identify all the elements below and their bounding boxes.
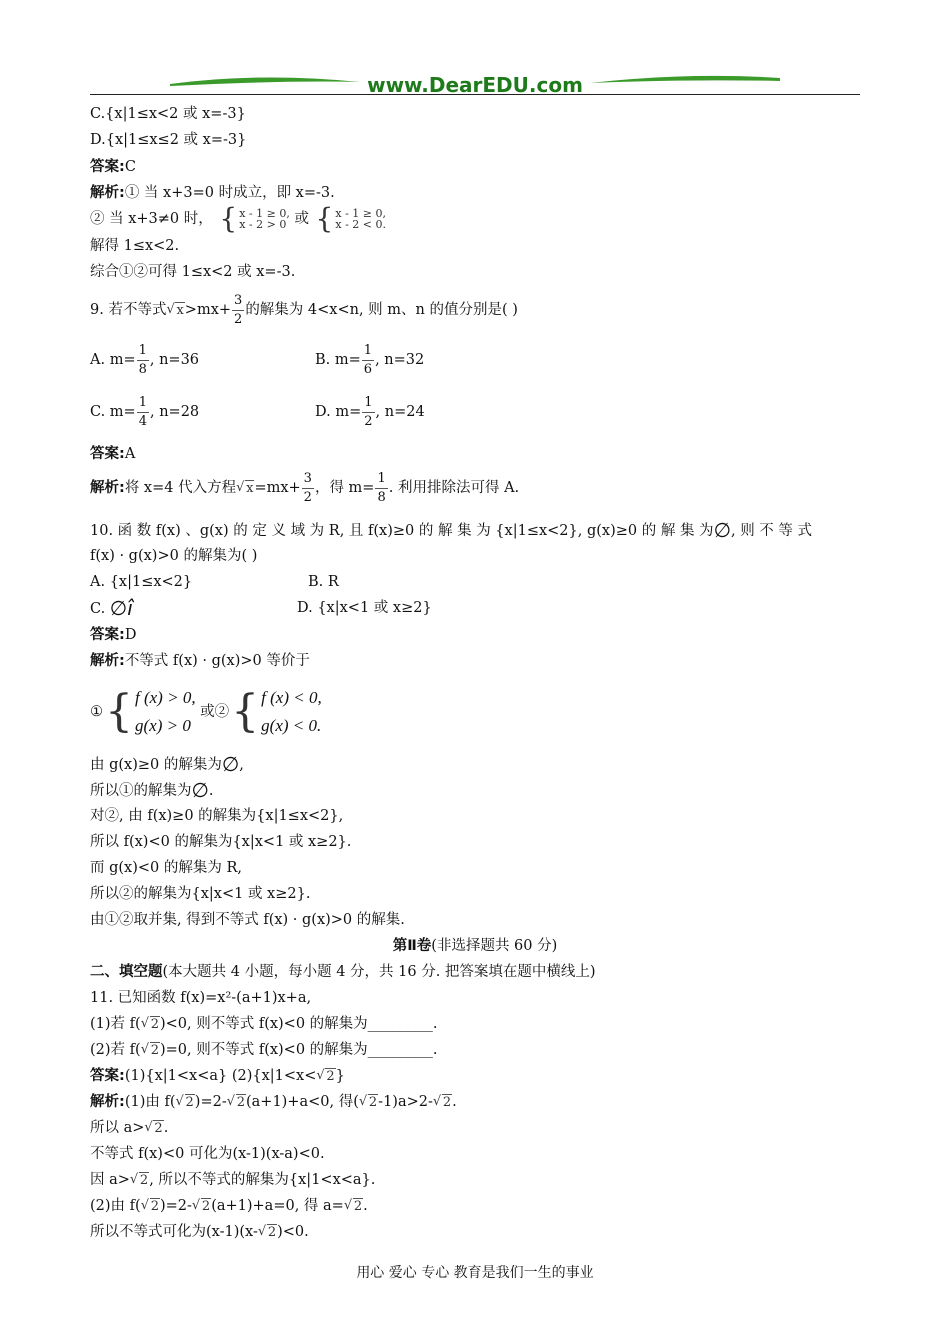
q9-stem bbox=[90, 290, 518, 331]
explanation-text: -1)a>2- bbox=[378, 1094, 433, 1110]
explanation-text: )=2- bbox=[159, 1198, 192, 1214]
denominator: 2 bbox=[234, 311, 243, 327]
q11-part-1 bbox=[90, 1014, 438, 1035]
explanation-text: , 所以不等式的解集为{x|1<x<a}. bbox=[149, 1172, 376, 1188]
option-text: , n=24 bbox=[375, 404, 425, 420]
denominator: 4 bbox=[138, 413, 147, 429]
stem-text: (1)若 f( bbox=[90, 1016, 141, 1032]
denominator: 2 bbox=[364, 413, 373, 429]
option-text: C. m= bbox=[90, 404, 136, 420]
stem-text: >mx+ bbox=[184, 302, 232, 318]
sqrt-expression bbox=[192, 1197, 211, 1217]
explanation-text: =mx+ bbox=[254, 480, 301, 496]
answer-value: C bbox=[124, 159, 136, 175]
denominator: 6 bbox=[363, 361, 373, 377]
explanation-text: . bbox=[363, 1198, 368, 1214]
q10-explanation-6: 而 g(x)<0 的解集为 R, bbox=[90, 860, 243, 876]
q11-explanation-4 bbox=[90, 1170, 375, 1191]
sqrt-expression bbox=[130, 1171, 149, 1191]
explanation-text: ① 当 x+3=0 时成立，即 x=-3. bbox=[124, 185, 335, 201]
q10-option-b: B. R bbox=[308, 574, 339, 590]
q8-option-c: C.{x|1≤x<2 或 x=-3} bbox=[90, 106, 246, 122]
brace-symbol: { bbox=[231, 686, 260, 737]
q11-part-2 bbox=[90, 1040, 438, 1061]
q10-explanation-4: 对②, 由 f(x)≥0 的解集为{x|1≤x<2}, bbox=[90, 808, 344, 824]
sqrt-radicand: 2 bbox=[326, 1069, 335, 1084]
sqrt-radicand: x bbox=[176, 303, 184, 318]
q8-answer bbox=[90, 157, 136, 177]
sqrt-radicand: x bbox=[246, 481, 254, 496]
sqrt-expression bbox=[141, 1041, 160, 1061]
header-rule bbox=[90, 94, 860, 95]
sqrt-radicand: 2 bbox=[150, 1043, 159, 1058]
q8-option-d: D.{x|1≤x≤2 或 x=-3} bbox=[90, 132, 247, 148]
fraction bbox=[137, 342, 149, 379]
stem-text: )<0, 则不等式 f(x)<0 的解集为_________. bbox=[159, 1016, 438, 1032]
numerator: 1 bbox=[137, 342, 149, 361]
explanation-text: (1)由 f( bbox=[124, 1094, 176, 1110]
system-line: x - 1 ≥ 0, bbox=[239, 207, 290, 220]
q8-explanation-4: 综合①②可得 1≤x<2 或 x=-3. bbox=[90, 264, 296, 280]
explanation-label: 解析: bbox=[90, 653, 125, 669]
explanation-text: . bbox=[452, 1094, 457, 1110]
sqrt-expression bbox=[258, 1223, 277, 1243]
q10-system bbox=[90, 684, 322, 740]
answer-label: 答案: bbox=[90, 1068, 125, 1084]
option-text: B. m= bbox=[315, 352, 361, 368]
numerator: 1 bbox=[362, 394, 374, 413]
explanation-text: , bbox=[239, 757, 244, 773]
sqrt-expression bbox=[141, 1015, 160, 1035]
explanation-text: 因 a> bbox=[90, 1172, 130, 1188]
stem-text: 9. 若不等式 bbox=[90, 302, 167, 318]
explanation-text: 将 x=4 代入方程 bbox=[124, 480, 237, 496]
q8-explanation-2 bbox=[90, 202, 386, 235]
stem-text: , 则 不 等 式 bbox=[730, 523, 813, 539]
footer-slogan: 用心 爱心 专心 教育是我们一生的事业 bbox=[356, 1265, 594, 1281]
sqrt-radicand: 2 bbox=[353, 1199, 363, 1214]
explanation-text: 由 g(x)≥0 的解集为 bbox=[90, 757, 222, 773]
q11-explanation-3: 不等式 f(x)<0 可化为(x-1)(x-a)<0. bbox=[90, 1146, 325, 1162]
explanation-text: 所以①的解集为 bbox=[90, 783, 192, 799]
sqrt-radicand: 2 bbox=[442, 1095, 452, 1110]
fraction bbox=[302, 470, 314, 507]
q10-option-a: A. {x|1≤x<2} bbox=[90, 574, 193, 590]
empty-set-symbol: ∅ bbox=[191, 778, 209, 802]
sqrt-expression bbox=[344, 1197, 363, 1217]
system-line: g(x) > 0 bbox=[135, 716, 191, 735]
inequality-system-a bbox=[239, 208, 290, 230]
header-banner bbox=[170, 70, 780, 102]
header-logo-text: www.DearEDU.com bbox=[367, 73, 583, 97]
sqrt-expression bbox=[433, 1093, 452, 1113]
sqrt-expression bbox=[141, 1197, 160, 1217]
numerator: 3 bbox=[302, 470, 314, 489]
q11-answer bbox=[90, 1066, 345, 1087]
sqrt-expression bbox=[176, 1093, 195, 1113]
q11-explanation-6 bbox=[90, 1222, 309, 1243]
empty-set-symbol: ∅î bbox=[109, 596, 133, 620]
system-line: f (x) > 0, bbox=[135, 688, 196, 707]
denominator: 8 bbox=[138, 361, 147, 377]
option-text: , n=36 bbox=[149, 352, 200, 368]
q10-stem-2: f(x) · g(x)>0 的解集为( ) bbox=[90, 548, 258, 564]
answer-label: 答案: bbox=[90, 159, 125, 175]
answer-label: 答案: bbox=[90, 446, 125, 462]
explanation-text: . bbox=[208, 783, 214, 799]
q11-explanation-1 bbox=[90, 1092, 457, 1113]
explanation-text: ，得 m= bbox=[314, 480, 375, 496]
fraction bbox=[362, 394, 374, 431]
q9-option-d bbox=[315, 392, 425, 432]
empty-set-symbol: ∅ bbox=[221, 752, 240, 776]
q9-option-b bbox=[315, 340, 424, 380]
explanation-text: ② 当 x+3≠0 时， bbox=[90, 211, 213, 227]
q10-explanation-7: 所以②的解集为{x|x<1 或 x≥2}. bbox=[90, 886, 311, 902]
fraction bbox=[362, 342, 374, 379]
answer-value: } bbox=[335, 1068, 345, 1084]
option-text: , n=32 bbox=[375, 352, 425, 368]
sqrt-radicand: 2 bbox=[150, 1017, 159, 1032]
inequality-system-one bbox=[135, 684, 196, 740]
q9-explanation bbox=[90, 468, 519, 509]
sqrt-radicand: 2 bbox=[154, 1121, 163, 1136]
part-title-rest: (非选择题共 60 分) bbox=[431, 938, 558, 954]
section-title-bold: 二、填空题 bbox=[90, 964, 163, 980]
system-line: x - 1 ≥ 0, bbox=[335, 207, 386, 220]
empty-set-symbol: ∅ bbox=[713, 518, 731, 542]
denominator: 2 bbox=[303, 489, 312, 505]
q11-stem: 11. 已知函数 f(x)=x²-(a+1)x+a, bbox=[90, 990, 312, 1006]
explanation-text: 不等式 f(x) · g(x)>0 等价于 bbox=[124, 653, 310, 669]
sqrt-radicand: 2 bbox=[368, 1095, 378, 1110]
answer-value: D bbox=[124, 627, 137, 643]
explanation-text: . 利用排除法可得 A. bbox=[388, 480, 520, 496]
sqrt-expression bbox=[166, 291, 184, 331]
explanation-text: 所以不等式可化为(x-1)(x- bbox=[90, 1224, 258, 1240]
q10-explanation-8: 由①②取并集, 得到不等式 f(x) · g(x)>0 的解集. bbox=[90, 912, 405, 928]
q10-explanation-3 bbox=[90, 780, 214, 801]
sqrt-radicand: 2 bbox=[139, 1173, 149, 1188]
system-line: x - 2 > 0 bbox=[239, 218, 287, 231]
brace-symbol: { bbox=[219, 202, 238, 235]
option-text: D. m= bbox=[315, 404, 362, 420]
denominator: 8 bbox=[377, 489, 386, 505]
q8-explanation-3: 解得 1≤x<2. bbox=[90, 238, 180, 254]
numerator: 1 bbox=[137, 394, 149, 413]
explanation-text: (2)由 f( bbox=[90, 1198, 141, 1214]
answer-label: 答案: bbox=[90, 627, 125, 643]
option-text: C. bbox=[90, 601, 106, 617]
q9-option-c bbox=[90, 392, 199, 432]
fraction bbox=[375, 470, 387, 507]
banner-swoosh-right bbox=[590, 76, 780, 83]
inequality-system-two bbox=[261, 684, 322, 740]
answer-value: (1){x|1<x<a} (2){x|1<x< bbox=[124, 1068, 317, 1084]
q9-answer bbox=[90, 444, 135, 464]
sqrt-radicand: 2 bbox=[236, 1095, 245, 1110]
q9-option-a bbox=[90, 340, 199, 380]
or-text: 或 bbox=[294, 211, 309, 227]
banner-swoosh-left bbox=[170, 77, 360, 86]
stem-text: 的解集为 4<x<n, 则 m、n 的值分别是( ) bbox=[245, 302, 518, 318]
system-line: f (x) < 0, bbox=[261, 688, 322, 707]
brace-symbol: { bbox=[315, 202, 334, 235]
sqrt-expression bbox=[236, 469, 254, 509]
sqrt-expression bbox=[359, 1093, 378, 1113]
stem-text: )=0, 则不等式 f(x)<0 的解集为_________. bbox=[159, 1042, 438, 1058]
brace-symbol: { bbox=[105, 686, 133, 737]
sqrt-radicand: 2 bbox=[201, 1199, 211, 1214]
system-line: x - 2 < 0. bbox=[335, 218, 386, 231]
fraction bbox=[232, 292, 244, 329]
answer-value: A bbox=[124, 446, 136, 462]
numerator: 1 bbox=[362, 342, 374, 361]
circle-one-label: ① bbox=[90, 704, 103, 720]
option-text: A. m= bbox=[90, 352, 136, 368]
stem-text: (2)若 f( bbox=[90, 1042, 141, 1058]
inequality-system-b bbox=[335, 208, 386, 230]
sqrt-expression bbox=[227, 1093, 246, 1113]
explanation-label: 解析: bbox=[90, 185, 125, 201]
q10-stem-1 bbox=[90, 520, 812, 541]
explanation-text: )=2- bbox=[194, 1094, 227, 1110]
sqrt-radicand: 2 bbox=[185, 1095, 194, 1110]
q10-explanation-1 bbox=[90, 651, 310, 671]
section-heading bbox=[90, 962, 596, 982]
fraction bbox=[137, 394, 149, 431]
option-text: , n=28 bbox=[149, 404, 200, 420]
numerator: 1 bbox=[375, 470, 387, 489]
system-line: g(x) < 0. bbox=[261, 716, 322, 735]
explanation-label: 解析: bbox=[90, 480, 125, 496]
q11-explanation-2 bbox=[90, 1118, 168, 1139]
q10-explanation-5: 所以 f(x)<0 的解集为{x|x<1 或 x≥2}. bbox=[90, 834, 352, 850]
explanation-text: )<0. bbox=[277, 1224, 309, 1240]
sqrt-expression bbox=[144, 1119, 163, 1139]
explanation-text: . bbox=[163, 1120, 169, 1136]
sqrt-expression bbox=[316, 1067, 335, 1087]
part-title-bold: 第Ⅱ卷 bbox=[392, 938, 432, 954]
part-two-title bbox=[0, 936, 950, 956]
explanation-label: 解析: bbox=[90, 1094, 125, 1110]
q8-explanation-1 bbox=[90, 183, 335, 203]
q11-explanation-5 bbox=[90, 1196, 368, 1217]
sqrt-radicand: 2 bbox=[267, 1225, 277, 1240]
explanation-text: 所以 a> bbox=[90, 1120, 145, 1136]
explanation-text: (a+1)+a<0, 得( bbox=[246, 1094, 359, 1110]
section-instructions: (本大题共 4 小题，每小题 4 分，共 16 分. 把答案填在题中横线上) bbox=[162, 964, 596, 980]
q10-option-d: D. {x|x<1 或 x≥2} bbox=[297, 600, 432, 616]
sqrt-radicand: 2 bbox=[150, 1199, 159, 1214]
stem-text: 10. 函 数 f(x) 、g(x) 的 定 义 域 为 R, 且 f(x)≥0 的 解 集 为 {x|1≤x<2}, g(x)≥0 的 解 集 为 bbox=[90, 523, 714, 539]
q10-explanation-2 bbox=[90, 754, 244, 775]
explanation-text: (a+1)+a=0, 得 a= bbox=[211, 1198, 344, 1214]
q10-answer bbox=[90, 625, 136, 645]
or-text: 或② bbox=[200, 704, 230, 720]
numerator: 3 bbox=[232, 292, 244, 311]
q10-option-c bbox=[90, 598, 133, 619]
